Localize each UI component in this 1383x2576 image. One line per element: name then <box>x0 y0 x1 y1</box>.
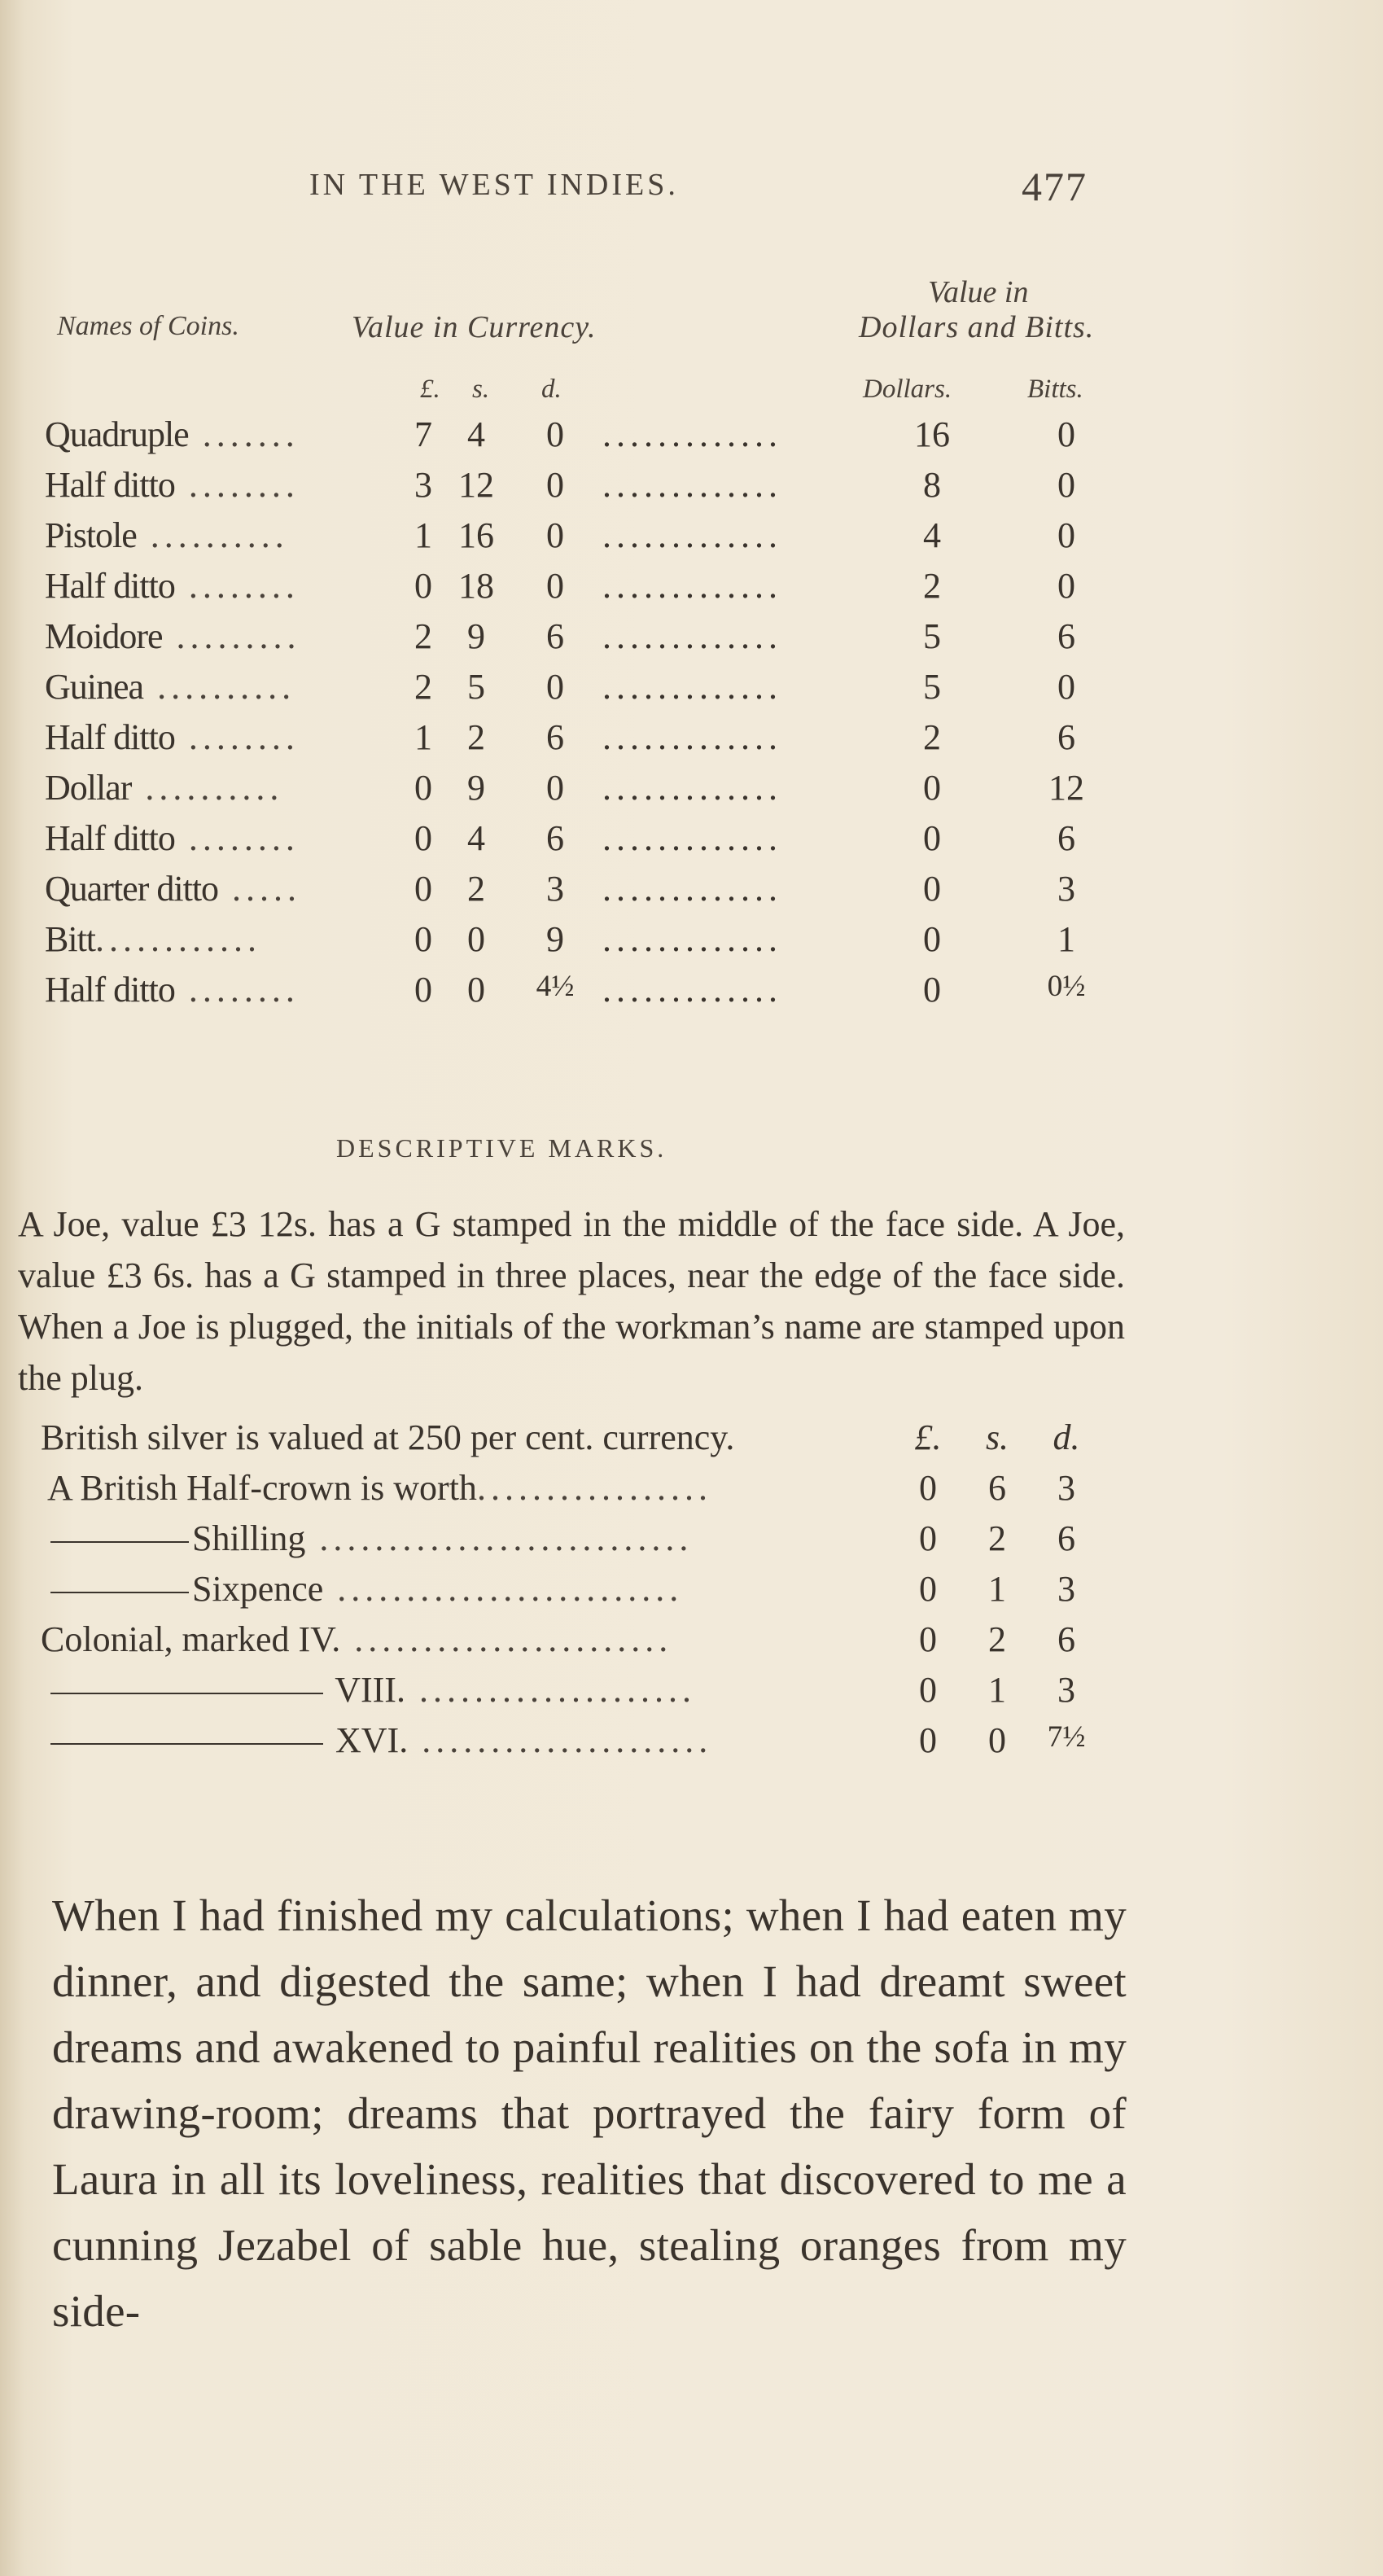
value-shillings: 16 <box>458 515 494 555</box>
value-pounds: 2 <box>414 667 432 707</box>
col-header-currency: Value in Currency. <box>352 310 597 344</box>
value-pence: 7½ <box>1047 1720 1086 1754</box>
value-dollars: 4 <box>923 515 941 555</box>
silver-label: VIII. <box>335 1670 405 1710</box>
dot-leader: ............. <box>602 515 782 555</box>
value-dollars: 0 <box>923 970 941 1010</box>
narrative-paragraph: When I had finished my calculations; when I had eaten my dinner, and digested the same; when I had dreamt sweet dreams and awakened to painful realities on the sofa in my drawing-room; dreams that portrayed the fairy form of Laura in all its loveliness, realities that discovered to me a cunning Jezabel of sable hue, stealing oranges from my side- <box>52 1890 1127 2336</box>
value-shillings: 9 <box>467 768 485 808</box>
table-row: XVI. ..................... 0 0 7½ <box>0 1720 1383 1768</box>
value-pounds: 7 <box>414 414 432 454</box>
value-shillings: 1 <box>988 1670 1006 1710</box>
dot-leader: ............. <box>602 768 782 808</box>
value-pence: 0 <box>546 515 564 555</box>
value-shillings: 1 <box>988 1569 1006 1609</box>
dot-leader: ............. <box>602 970 782 1010</box>
value-pence: 6 <box>1057 1518 1075 1558</box>
value-shillings: 2 <box>467 869 485 909</box>
value-pounds: 1 <box>414 515 432 555</box>
value-shillings: 0 <box>988 1720 1006 1760</box>
value-pence: 0 <box>546 768 564 808</box>
value-bitts: 12 <box>1048 768 1084 808</box>
value-shillings: 0 <box>467 970 485 1010</box>
table-row: Half ditto ........ 3 12 0 ............. 8 0 <box>0 464 1383 515</box>
value-dollars: 16 <box>914 414 950 454</box>
value-bitts: 3 <box>1057 869 1075 909</box>
col-header-dollars-line1: Value in <box>928 275 1029 309</box>
value-dollars: 8 <box>923 465 941 505</box>
page-number: 477 <box>1022 164 1088 209</box>
table-row: Shilling ........................... 0 2 6 <box>0 1518 1383 1566</box>
value-pounds: 0 <box>414 869 432 909</box>
value-shillings: 5 <box>467 667 485 707</box>
value-pence: 0 <box>546 667 564 707</box>
value-pence: 3 <box>546 869 564 909</box>
coin-name: Half ditto <box>45 818 175 858</box>
ditto-dash <box>50 1592 189 1593</box>
table-row: Half ditto ........ 1 2 6 ............. 2 6 <box>0 716 1383 767</box>
value-pounds: 0 <box>414 818 432 858</box>
value-pence: 3 <box>1057 1670 1075 1710</box>
running-head: IN THE WEST INDIES. <box>309 168 679 202</box>
ditto-dash <box>50 1541 189 1543</box>
table-row: VIII. .................... 0 1 3 <box>0 1669 1383 1718</box>
value-pence: 6 <box>546 818 564 858</box>
table-row: Quarter ditto ..... 0 2 3 ............. 0 3 <box>0 868 1383 918</box>
subheader-pence: d. <box>541 375 562 404</box>
value-shillings: 12 <box>458 465 494 505</box>
value-pounds: 0 <box>919 1518 937 1558</box>
value-pence: 6 <box>546 616 564 656</box>
silver-header-row <box>0 1417 1383 1465</box>
coin-name: Half ditto <box>45 465 175 505</box>
value-shillings: 4 <box>467 414 485 454</box>
table-row: Moidore ......... 2 9 6 ............. 5 6 <box>0 616 1383 666</box>
value-dollars: 0 <box>923 919 941 959</box>
table-row: Dollar .......... 0 9 0 ............. 0 12 <box>0 767 1383 817</box>
table-row: Half ditto ........ 0 0 4½ ............. 0 0½ <box>0 969 1383 1019</box>
coin-name: Quarter ditto <box>45 869 219 909</box>
dot-leader: ............. <box>602 717 782 757</box>
silver-label: Shilling <box>192 1518 306 1558</box>
coin-name: Pistole <box>45 515 137 555</box>
dot-leader: ............. <box>602 818 782 858</box>
value-pounds: 0 <box>919 1619 937 1659</box>
value-bitts: 0 <box>1057 465 1075 505</box>
value-shillings: 9 <box>467 616 485 656</box>
dot-leader: ............. <box>602 667 782 707</box>
table-row: Sixpence ......................... 0 1 3 <box>0 1568 1383 1617</box>
value-shillings: 2 <box>988 1619 1006 1659</box>
value-pounds: 0 <box>919 1468 937 1508</box>
dot-leader: ............. <box>602 869 782 909</box>
value-shillings: 4 <box>467 818 485 858</box>
value-pence: 3 <box>1057 1468 1075 1508</box>
value-dollars: 5 <box>923 616 941 656</box>
descriptive-marks-paragraph: A Joe, value £3 12s. has a G stamped in the middle of the face side. A Joe, value £3 6s. has a G stamped in three places, near the edge of the face side. When a Joe is plugged, the initials of the workman’s name are stamped upon the plug. <box>18 1204 1125 1398</box>
value-pence: 9 <box>546 919 564 959</box>
value-shillings: 2 <box>467 717 485 757</box>
value-pounds: 0 <box>414 768 432 808</box>
value-dollars: 5 <box>923 667 941 707</box>
coin-name: Quadruple <box>45 414 189 454</box>
value-pounds: 1 <box>414 717 432 757</box>
value-dollars: 0 <box>923 818 941 858</box>
silver-label: A British Half-crown is worth <box>47 1468 477 1508</box>
value-dollars: 0 <box>923 768 941 808</box>
table-row: Bitt............ 0 0 9 ............. 0 1 <box>0 918 1383 969</box>
dot-leader: ............. <box>602 616 782 656</box>
subheader-bitts: Bitts. <box>1027 375 1083 404</box>
section-title: DESCRIPTIVE MARKS. <box>336 1133 667 1163</box>
table-row: Guinea .......... 2 5 0 ............. 5 0 <box>0 666 1383 716</box>
table-row: Colonial, marked IV. ....................... 0 2 6 <box>0 1619 1383 1667</box>
value-pence: 4½ <box>536 970 575 1003</box>
value-pounds: 0 <box>919 1670 937 1710</box>
value-pence: 0 <box>546 414 564 454</box>
coin-name: Half ditto <box>45 717 175 757</box>
value-shillings: 18 <box>458 566 494 606</box>
value-dollars: 2 <box>923 566 941 606</box>
col-header-pence: d. <box>1053 1417 1080 1457</box>
silver-header-label: British silver is valued at 250 per cent. currency. <box>41 1417 735 1457</box>
value-pounds: 0 <box>919 1569 937 1609</box>
coin-name: Bitt <box>45 919 96 959</box>
value-pounds: 0 <box>414 970 432 1010</box>
silver-label: Sixpence <box>192 1569 324 1609</box>
value-pounds: 0 <box>919 1720 937 1760</box>
value-dollars: 0 <box>923 869 941 909</box>
value-pence: 6 <box>546 717 564 757</box>
value-bitts: 0 <box>1057 667 1075 707</box>
silver-label: Colonial, marked IV. <box>41 1619 341 1659</box>
dot-leader: ............. <box>602 465 782 505</box>
value-bitts: 0 <box>1057 515 1075 555</box>
value-shillings: 2 <box>988 1518 1006 1558</box>
value-pounds: 0 <box>414 919 432 959</box>
value-pence: 6 <box>1057 1619 1075 1659</box>
value-pounds: 2 <box>414 616 432 656</box>
coin-name: Dollar <box>45 768 132 808</box>
value-pence: 0 <box>546 465 564 505</box>
coin-name: Half ditto <box>45 566 175 606</box>
value-bitts: 1 <box>1057 919 1075 959</box>
table-row: Half ditto ........ 0 4 6 ............. 0 6 <box>0 817 1383 868</box>
subheader-dollars: Dollars. <box>863 375 952 404</box>
value-pence: 3 <box>1057 1569 1075 1609</box>
dot-leader: ............. <box>602 919 782 959</box>
value-bitts: 0 <box>1057 566 1075 606</box>
dot-leader: ............. <box>602 566 782 606</box>
value-shillings: 6 <box>988 1468 1006 1508</box>
value-bitts: 0½ <box>1047 970 1086 1003</box>
ditto-dash <box>50 1743 323 1745</box>
value-pounds: 0 <box>414 566 432 606</box>
table-row: Half ditto ........ 0 18 0 ............. 2 0 <box>0 565 1383 616</box>
value-pence: 0 <box>546 566 564 606</box>
value-bitts: 6 <box>1057 616 1075 656</box>
value-pounds: 3 <box>414 465 432 505</box>
subheader-shillings: s. <box>472 375 490 404</box>
table-row: A British Half-crown is worth................. 0 6 3 <box>0 1467 1383 1516</box>
col-header-pounds: £. <box>914 1417 942 1457</box>
ditto-dash <box>50 1693 323 1694</box>
dot-leader: ............. <box>602 414 782 454</box>
subheader-pounds: £. <box>420 375 440 404</box>
col-header-shillings: s. <box>985 1417 1009 1457</box>
value-shillings: 0 <box>467 919 485 959</box>
coin-name: Guinea <box>45 667 144 707</box>
table-row: Pistole .......... 1 16 0 ............. 4 0 <box>0 515 1383 565</box>
value-bitts: 0 <box>1057 414 1075 454</box>
table-row: Quadruple ....... 7 4 0 ............. 16 0 <box>0 414 1383 464</box>
value-bitts: 6 <box>1057 818 1075 858</box>
col-header-dollars-line2: Dollars and Bitts. <box>859 310 1095 344</box>
col-header-names: Names of Coins. <box>57 311 239 341</box>
value-dollars: 2 <box>923 717 941 757</box>
value-bitts: 6 <box>1057 717 1075 757</box>
coin-name: Half ditto <box>45 970 175 1010</box>
coin-name: Moidore <box>45 616 163 656</box>
silver-label: XVI. <box>335 1720 409 1760</box>
